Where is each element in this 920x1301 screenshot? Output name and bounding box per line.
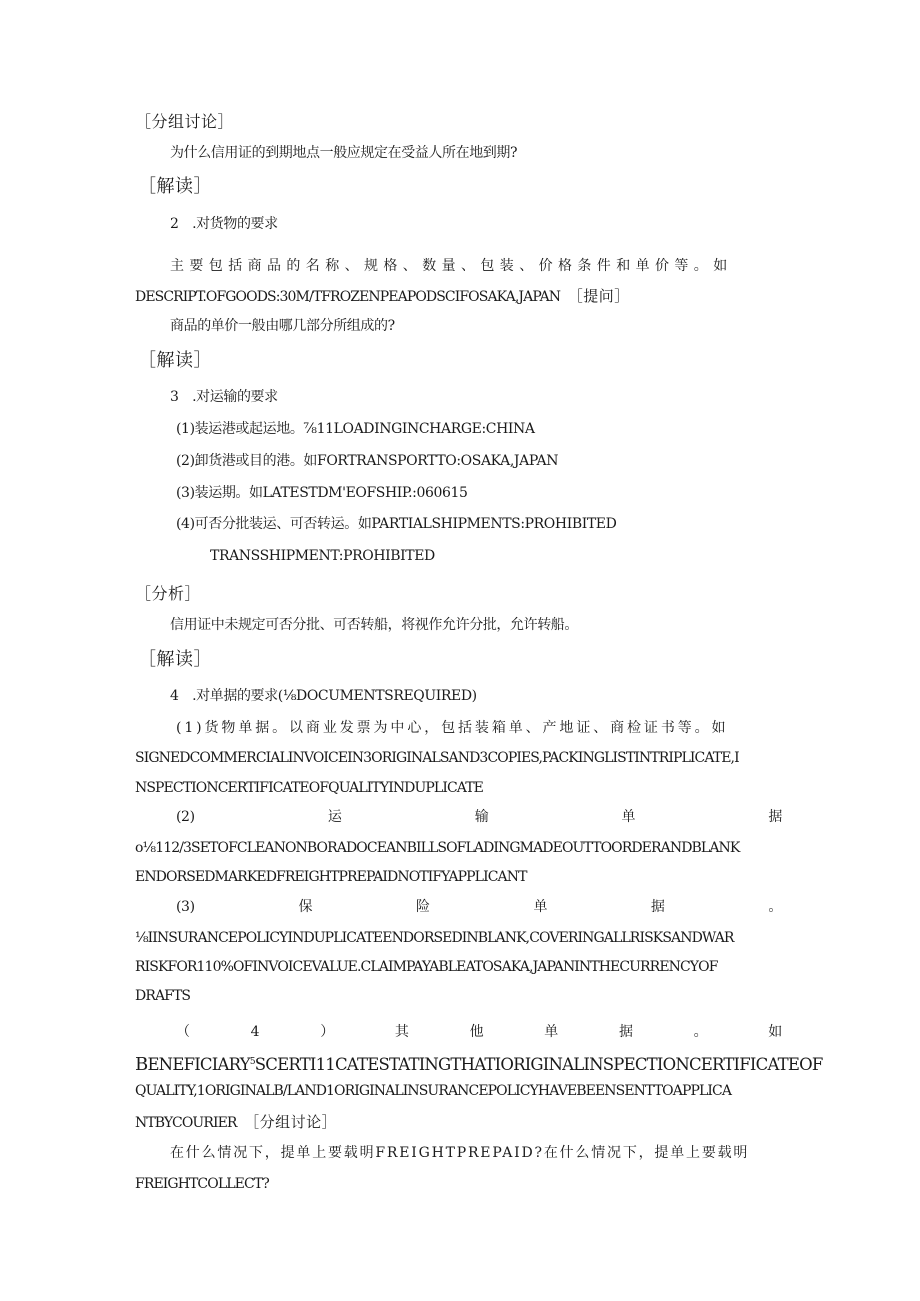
heading-char: 输: [474, 809, 489, 825]
heading-char: ）: [320, 1024, 334, 1040]
section-3-title: 3 .对运输的要求: [170, 389, 278, 405]
drop-letter: B: [135, 1054, 148, 1075]
documents-item-2-head: [176, 807, 782, 827]
heading-char: 险: [415, 899, 430, 915]
freight-question-end: FREIGHTCOLLECT?: [135, 1176, 269, 1192]
heading-char: （: [176, 1024, 190, 1040]
heading-char: 据: [650, 899, 665, 915]
documents-item-1-line3: NSPECTIONCERTIFICATEOFQUALITYINDUPLICATE: [135, 780, 483, 796]
heading-char: 他: [469, 1024, 484, 1040]
goods-paragraph: [170, 256, 782, 276]
item-number: (3): [176, 899, 195, 915]
group-discussion-tag: ［分组讨论］: [244, 1113, 338, 1131]
discussion-question: 为什么信用证的到期地点一般应规定在受益人所在地到期?: [170, 145, 518, 161]
heading-char: 单: [533, 899, 548, 915]
heading-char: 其: [394, 1024, 409, 1040]
analysis-text: 信用证中未规定可否分批、可否转船，将视作允许分批，允许转船。: [170, 617, 578, 633]
transport-item-4: (4)可否分批装运、可否转运。如PARTIALSHIPMENTS:PROHIBITED: [176, 516, 617, 532]
documents-item-3-line3: RISKFOR110%OFINVOICEVALUE.CLAIMPAYABLEATOSAKA,JAPANINTHECURRENCYOF: [135, 959, 718, 975]
interpretation-heading: ［解读］: [138, 350, 212, 371]
transport-item-2: (2)卸货港或目的港。如FORTRANSPORTTO:OSAKA,JAPAN: [176, 453, 559, 469]
analysis-heading: ［分析］: [135, 584, 202, 603]
interpretation-heading: ［解读］: [138, 176, 212, 197]
heading-char: 据: [768, 809, 782, 825]
heading-char: 。: [693, 1024, 708, 1040]
courier-text: NTBYCOURIER: [135, 1115, 237, 1131]
superscript-mark: 5: [249, 1057, 255, 1067]
goods-text: 主要包括商品的名称、规格、数量、包装、价格条件和单价等。如: [170, 258, 733, 274]
heading-char: 据: [618, 1024, 633, 1040]
interpretation-heading: ［解读］: [138, 649, 212, 670]
beneficiary-word: ENEFICIARY: [147, 1055, 250, 1074]
heading-char: 单: [621, 809, 636, 825]
documents-item-1: (1)货物单据。以商业发票为中心，包括装箱单、产地证、商检证书等。如: [176, 720, 729, 736]
goods-example-line: [135, 286, 630, 307]
freight-question: 在什么情况下，提单上要载明FREIGHTPREPAID?在什么情况下，提单上要载明: [170, 1145, 750, 1161]
question-tag: ［提问］: [567, 287, 630, 305]
section-2-title: 2 .对货物的要求: [170, 216, 278, 232]
item-number: 4: [250, 1024, 260, 1040]
heading-char: 保: [298, 899, 313, 915]
group-discussion-heading: ［分组讨论］: [135, 112, 235, 131]
unit-price-question: 商品的单价一般由哪几部分所组成的?: [170, 318, 395, 334]
item-number: (2): [176, 809, 195, 825]
documents-item-2-line3: ENDORSEDMARKEDFREIGHTPREPAIDNOTIFYAPPLICANT: [135, 869, 527, 885]
heading-char: 如: [768, 1024, 782, 1040]
documents-item-3-line4: DRAFTS: [135, 988, 191, 1004]
transport-item-4-cont: TRANSSHIPMENT:PROHIBITED: [210, 548, 435, 564]
documents-item-4-head: [176, 1022, 782, 1042]
documents-item-3-head: [176, 897, 782, 917]
transport-item-3: (3)装运期。如LATESTDM'EOFSHIP.:060615: [176, 485, 468, 501]
documents-item-1-line2: SIGNEDCOMMERCIALINVOICEIN3ORIGINALSAND3COPIES,PACKINGLISTINTRIPLICATE,I: [135, 750, 739, 766]
documents-item-3-line2: ⅛IINSURANCEPOLICYINDUPLICATEENDORSEDINBLANK,COVERINGALLRISKSANDWAR: [135, 930, 734, 946]
documents-item-4-line2: [135, 1050, 823, 1077]
heading-char: 单: [544, 1024, 558, 1040]
documents-item-4-line3: QUALITY,1ORIGINALB/LAND1ORIGINALINSURANCEPOLICYHAVEBEENSENTTOAPPLICA: [135, 1083, 732, 1099]
heading-char: 。: [768, 899, 782, 915]
goods-example: DESCRIPT.OFGOODS:30M/TFROZENPEAPODSCIFOSAKA,JAPAN: [135, 289, 561, 305]
documents-item-2-line2: o⅛112/3SETOFCLEANONBORADOCEANBILLSOFLADINGMADEOUTTOORDERANDBLANK: [135, 840, 740, 856]
certificate-text: SCERTI11CATESTATINGTHATIORIGINALINSPECTIONCERTIFICATEOF: [254, 1055, 823, 1074]
section-4-title: 4 .对单据的要求(⅛DOCUMENTSREQUIRED): [170, 688, 477, 704]
transport-item-1: (1)装运港或起运地。⅞11LOADINGINCHARGE:CHINA: [176, 421, 535, 437]
heading-char: 运: [327, 809, 342, 825]
documents-item-4-line4: [135, 1112, 337, 1133]
